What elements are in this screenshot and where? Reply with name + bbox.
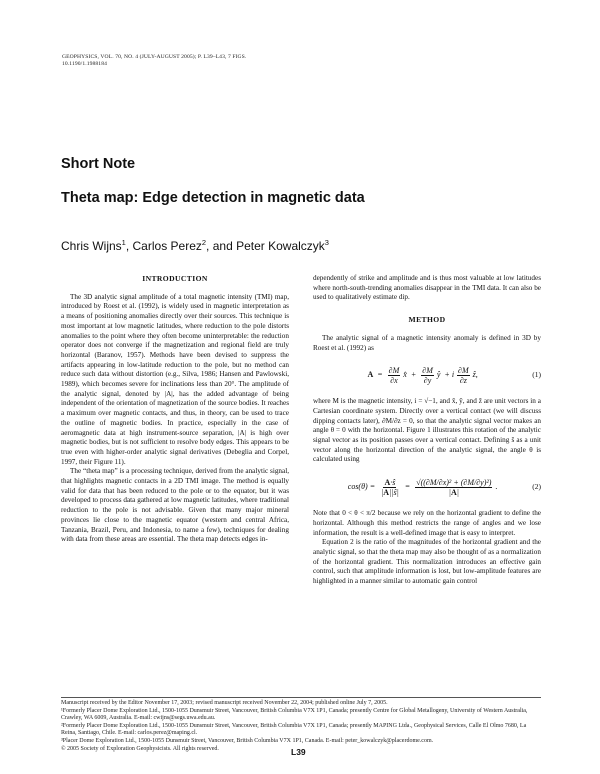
intro-paragraph-2: The “theta map” is a processing technique, derived from the analytic signal, that highlights magnetic contacts in a 2D TMI image. The method is equally valid for data that has been reduced to the pole or to the equator, but it was developed to process data gathered at low magnetic latitudes, where traditional reduction to the pole is not advisable. Given that many major mineral provinces lie close to the magnetic equator (western and central Africa, Tanzania, Brazil, Peru, and Indonesia, to name a few), techniques for dealing with data from these areas are essential. The theta map detects edges in- bbox=[61, 467, 289, 544]
method-paragraph-4: Equation 2 is the ratio of the magnitudes of the horizontal gradient and the analytic signal, so that the theta map may also be thought of as a normalization of the horizontal gradient. This normalization introduces an effective gain control, such that amplitude information is lost, but low-amplitude features are highlighted in a manner similar to automatic gain control bbox=[313, 538, 541, 586]
equation-2-body: cos(θ) = $\frac{A\cdot ŝ}{|A||ŝ|}$ = $\frac{\text{√((∂M/∂x)² + (∂M/∂y)²)}}{|A|}$ . bbox=[347, 477, 498, 497]
method-paragraph-2: where M is the magnetic intensity, i = √−1, and x̂, ŷ, and ẑ are unit vectors in a Cartesian coordinate system. Directly over a vertical contact (we will discuss dipping contacts later), ∂M/∂z = 0, so that the analytic signal vector makes an angle θ = 0 with the horizontal. Figure 1 illustrates this rotation of the analytic signal vector as its position passes over a vertical contact. Defining ŝ as a unit vector along the horizontal direction of the analytic signal, the angle θ is calculated using bbox=[313, 397, 541, 464]
journal-header: GEOPHYSICS, VOL. 70, NO. 4 (JULY-AUGUST 2005); P. L39–L43, 7 FIGS. bbox=[62, 54, 247, 60]
author-separator: , and bbox=[206, 239, 237, 253]
author-affiliation-marker: 3 bbox=[324, 238, 329, 247]
page-number: L39 bbox=[291, 747, 306, 757]
method-paragraph-3: Note that 0 < θ < π/2 because we rely on the horizontal gradient to define the horizontal. Although this method restricts the range of angles and we lose information, the result is a well-defined image that is easy to interpret. bbox=[313, 509, 541, 537]
footnote-affiliation-2: ²Formerly Placer Dome Exploration Ltd., 1500-1055 Dunsmuir Street, Vancouver, British Columbia V7X 1P1, Canada; presently MAPING Ltda., Geophysical Services, Calle El Olmo 7680, La Reina, Santiago, Chile. E-mail: carlos.perez@maping.cl. bbox=[61, 722, 527, 737]
author-affiliation-marker: 2 bbox=[201, 238, 207, 247]
author-list bbox=[61, 238, 329, 253]
equation-2 bbox=[313, 471, 541, 503]
equation-1 bbox=[313, 359, 541, 391]
section-label: Short Note bbox=[61, 156, 136, 172]
copyright-notice: © 2005 Society of Exploration Geophysicists. All rights reserved. bbox=[61, 745, 219, 752]
footnote-affiliation-3: ³Placer Dome Exploration Ltd., 1500-1055 Dunsmuir Street, Vancouver, British Columbia V7X 1P1, Canada. E-mail: peter_kowalczyk@placerdome.com. bbox=[61, 737, 434, 744]
author-separator: , bbox=[125, 239, 133, 253]
author-name: Carlos Perez bbox=[132, 239, 202, 253]
equation-1-number: (1) bbox=[532, 370, 541, 380]
doi-line: 10.1190/1.1988184 bbox=[62, 61, 107, 67]
footnotes bbox=[61, 697, 541, 753]
method-paragraph-1: The analytic signal of a magnetic intensity anomaly is defined in 3D by Roest et al. (1992) as bbox=[313, 333, 541, 352]
paper-title: Theta map: Edge detection in magnetic data bbox=[61, 190, 365, 206]
equation-1-body: A = $\frac{\partial M}{\partial x}$ x̂ + $\frac{\partial M}{\partial y}$ ŷ + i $\frac{\partial M}{\partial z}$ ẑ, bbox=[367, 365, 478, 385]
equation-2-number: (2) bbox=[532, 482, 541, 492]
introduction-heading: INTRODUCTION bbox=[142, 274, 208, 283]
method-heading: METHOD bbox=[408, 315, 446, 325]
intro-paragraph-1: The 3D analytic signal amplitude of a total magnetic intensity (TMI) map, introduced by Roest et al. (1992), is widely used in magnetic interpretation as a means of positioning anomalies directly over their sources. This technique is most important at low magnetic latitudes, where reduction to the pole distorts anomalies to the point where they often become uninterpretable: the reduction operator does not converge if the magnetization and regional field are truly horizontal (Baranov, 1957). Methods have been devised to suppress the artifacts appearing in low-latitude reduction to the pole, but no method can reduce such data without distortion (e.g., Silva, 1986; Hansen and Pawlowski, 1989), which becomes severe for inclinations less than 20°. The amplitude of the analytic signal, denoted by |A|, has the added advantage of being independent of the orientation of magnetization of the source bodies. It reaches a maximum over magnetic contacts, and thus, in theory, can be used to trace the outline of magnetic bodies. In practice, especially in the case of aeromagnetic data at high instrument-source separation, |A| is high over magnetic bodies, but is not sufficient to resolve body edges. This appears to be true even with higher-order analytic signal derivatives (Debeglia and Corpel, 1997, their Figure 11). bbox=[61, 292, 289, 466]
left-column bbox=[61, 274, 289, 545]
author-affiliation-marker: 1 bbox=[121, 238, 126, 247]
author-name: Chris Wijns bbox=[61, 239, 122, 253]
right-column bbox=[313, 274, 541, 587]
footnote-affiliation-1: ¹Formerly Placer Dome Exploration Ltd., 1500-1055 Dunsmuir Street, Vancouver, British Columbia V7X 1P1, Canada; presently Centre for Global Metallogeny, University of Western Australia, Crawley, WA 6009, Australia. E-mail: cwijns@segs.uwa.edu.au. bbox=[61, 707, 528, 722]
footnote-received: Manuscript received by the Editor November 17, 2003; revised manuscript received November 22, 2004; published online July 7, 2005. bbox=[61, 700, 388, 706]
intro-paragraph-3: dependently of strike and amplitude and is thus most valuable at low latitudes where north-south-trending anomalies disappear in the TMI data. It can also be used to qualitatively estimate dip. bbox=[313, 274, 541, 302]
author-name: Peter Kowalczyk bbox=[236, 239, 325, 253]
